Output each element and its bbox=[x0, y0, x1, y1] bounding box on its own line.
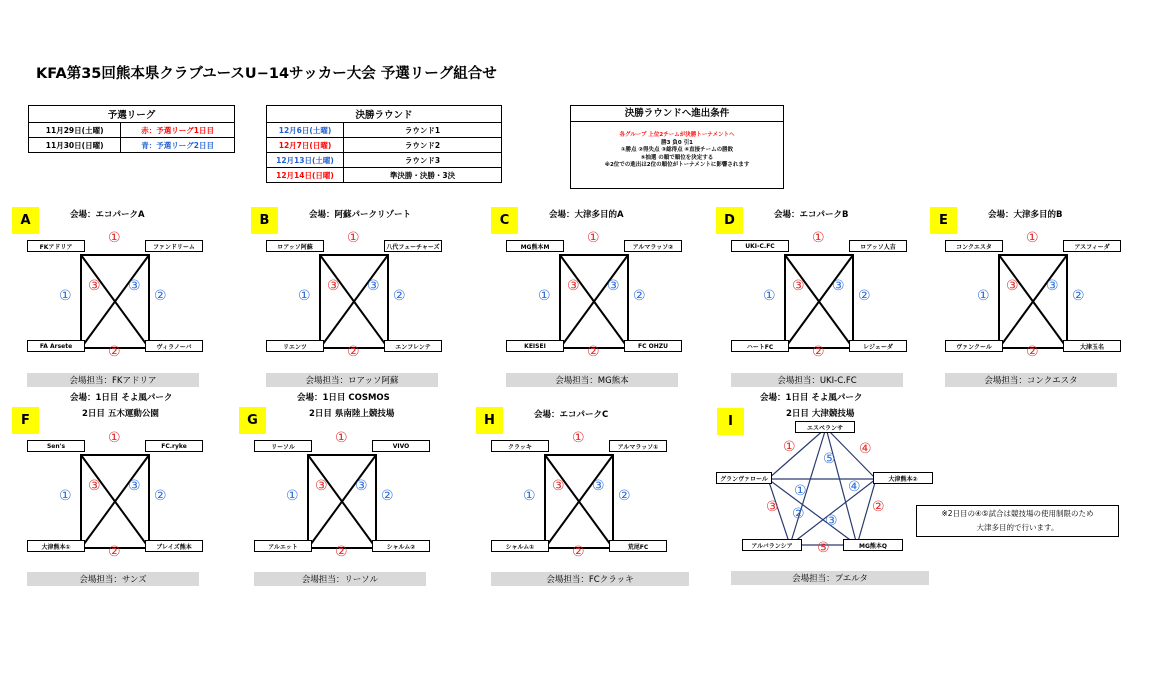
group-e-team-top-right: アスフィーダ bbox=[1063, 240, 1121, 252]
group-i-match-2: ② bbox=[872, 499, 885, 515]
kessho-table bbox=[266, 105, 502, 183]
group-i-team-top: エスペランサ bbox=[795, 421, 855, 433]
group-i-match-5: ⑤ bbox=[817, 540, 830, 556]
group-b-team-bottom-right: エンフレンテ bbox=[384, 340, 442, 352]
group-b-match-2-right: ② bbox=[393, 288, 406, 304]
kessho-label-4: 準決勝・決勝・3決 bbox=[344, 168, 502, 183]
group-d-letter: D bbox=[716, 207, 743, 234]
group-h-match-1-top: ① bbox=[572, 430, 585, 446]
group-i-team-left: グランヴァロール bbox=[716, 472, 772, 484]
group-i-day2-1: ① bbox=[794, 483, 807, 499]
conditions-line-1: 各グループ 上位2チームが決勝トーナメントへ bbox=[619, 132, 735, 138]
group-f-match-1-left: ① bbox=[59, 488, 72, 504]
group-a-match-2-bottom: ② bbox=[108, 344, 121, 360]
kessho-date-3: 12月13日(土曜) bbox=[267, 153, 344, 168]
group-c-match-3-right: ③ bbox=[607, 278, 620, 294]
kessho-date-2: 12月7日(日曜) bbox=[267, 138, 344, 153]
group-d-match-box bbox=[784, 254, 854, 349]
group-f-match-3-right: ③ bbox=[128, 478, 141, 494]
kessho-label-2: ラウンド2 bbox=[344, 138, 502, 153]
group-c-team-top-right: アルマラッソ② bbox=[624, 240, 682, 252]
group-e-venue: 会場：大津多目的B bbox=[988, 210, 1063, 220]
group-f-team-bottom-left: 大津熊本① bbox=[27, 540, 85, 552]
group-i-day2-4: ④ bbox=[848, 479, 861, 495]
group-a-match-3-left: ③ bbox=[88, 278, 101, 294]
group-d-match-2-bottom: ② bbox=[812, 344, 825, 360]
page-title: KFA第35回熊本県クラブユースU−14サッカー大会 予選リーグ組合せ bbox=[36, 66, 497, 82]
yosen-table bbox=[28, 105, 235, 153]
conditions-header: 決勝ラウンドへ進出条件 bbox=[571, 106, 783, 122]
group-b-team-bottom-left: リエンツ bbox=[266, 340, 324, 352]
group-e-team-bottom-right: 大津玉名 bbox=[1063, 340, 1121, 352]
conditions-line-4: ⑤抽選 の順で順位を決定する bbox=[640, 154, 714, 161]
group-b-match-1-left: ① bbox=[298, 288, 311, 304]
group-b-match-3-left: ③ bbox=[327, 278, 340, 294]
group-b-match-box bbox=[319, 254, 389, 349]
group-c-host: 会場担当：MG熊本 bbox=[506, 373, 678, 387]
group-d-match-2-right: ② bbox=[858, 288, 871, 304]
group-g-team-bottom-right: シャルム② bbox=[372, 540, 430, 552]
group-h-match-2-bottom: ② bbox=[572, 544, 585, 560]
group-h-team-bottom-left: シャルム① bbox=[491, 540, 549, 552]
group-f-venue-2: 2日目 五木運動公園 bbox=[82, 409, 159, 419]
group-i-team-bottom-left: アルバランシア bbox=[742, 539, 802, 551]
group-i-team-right: 大津熊本② bbox=[873, 472, 933, 484]
group-g-match-2-bottom: ② bbox=[335, 544, 348, 560]
group-d-team-top-left: UKI-C.FC bbox=[731, 240, 789, 252]
note-line-2: 大津多目的で行います。 bbox=[976, 523, 1059, 532]
group-f-venue: 会場：1日目 そよ風パーク bbox=[70, 393, 173, 403]
group-a-match-box bbox=[80, 254, 150, 349]
group-g-match-1-left: ① bbox=[286, 488, 299, 504]
group-e-letter: E bbox=[930, 207, 957, 234]
group-e-match-3-right: ③ bbox=[1046, 278, 1059, 294]
group-f-team-bottom-right: ブレイズ熊本 bbox=[145, 540, 203, 552]
conditions-line-3: ①勝点 ②得失点 ③総得点 ④直接チームの勝敗 bbox=[620, 147, 734, 153]
group-letter-i: I bbox=[717, 408, 744, 435]
yosen-date-2: 11月30日(日曜) bbox=[29, 138, 121, 153]
group-f-match-3-left: ③ bbox=[88, 478, 101, 494]
group-h-host: 会場担当：FCクラッキ bbox=[491, 572, 689, 586]
group-g-host: 会場担当：リーソル bbox=[254, 572, 426, 586]
group-a-match-2-right: ② bbox=[154, 288, 167, 304]
group-i-match-1-left: ① bbox=[783, 439, 796, 455]
group-e-match-1-top: ① bbox=[1026, 230, 1039, 246]
yosen-header: 予選リーグ bbox=[29, 106, 235, 123]
group-a-venue: 会場：エコパークA bbox=[70, 210, 145, 220]
group-h-venue: 会場：エコパークC bbox=[534, 410, 609, 420]
group-c-match-2-bottom: ② bbox=[587, 344, 600, 360]
group-d-match-3-right: ③ bbox=[832, 278, 845, 294]
group-c-team-bottom-right: FC OHZU bbox=[624, 340, 682, 352]
note-line-1: ※2日目の④⑤試合は競技場の使用制限のため bbox=[941, 509, 1094, 518]
group-i-day2-2: ② bbox=[792, 506, 805, 522]
group-a-team-top-left: FKアドリア bbox=[27, 240, 85, 252]
group-i-day2-5: ⑤ bbox=[823, 451, 836, 467]
group-d-team-bottom-right: レジェーダ bbox=[849, 340, 907, 352]
group-g-letter: G bbox=[239, 407, 266, 434]
group-h-letter: H bbox=[476, 407, 503, 434]
kessho-label-3: ラウンド3 bbox=[344, 153, 502, 168]
group-g-venue: 会場：1日目 COSMOS bbox=[297, 393, 390, 403]
group-b-letter: B bbox=[251, 207, 278, 234]
group-g-match-3-right: ③ bbox=[355, 478, 368, 494]
group-b-team-top-left: ロアッソ阿蘇 bbox=[266, 240, 324, 252]
group-a-match-1-top: ① bbox=[108, 230, 121, 246]
group-c-match-box bbox=[559, 254, 629, 349]
conditions-line-2: 勝3 負0 引1 bbox=[661, 139, 693, 146]
group-h-match-3-left: ③ bbox=[552, 478, 565, 494]
group-a-host: 会場担当：FKアドリア bbox=[27, 373, 199, 387]
kessho-header: 決勝ラウンド bbox=[267, 106, 502, 123]
group-e-team-bottom-left: ヴァンクール bbox=[945, 340, 1003, 352]
group-e-match-1-left: ① bbox=[977, 288, 990, 304]
group-c-match-1-top: ① bbox=[587, 230, 600, 246]
group-i-venue: 会場：1日目 そよ風パーク bbox=[760, 393, 863, 403]
group-b-match-3-right: ③ bbox=[367, 278, 380, 294]
group-h-team-top-right: アルマラッソ① bbox=[609, 440, 667, 452]
group-h-match-box bbox=[544, 454, 614, 549]
group-a-team-bottom-left: FA Arsete bbox=[27, 340, 85, 352]
group-d-match-1-left: ① bbox=[763, 288, 776, 304]
group-i-venue-2: 2日目 大津競技場 bbox=[786, 409, 855, 419]
group-g-match-3-left: ③ bbox=[315, 478, 328, 494]
group-f-team-top-right: FC.ryke bbox=[145, 440, 203, 452]
group-b-team-top-right: 八代フューチャーズ bbox=[384, 240, 442, 252]
group-g-match-box bbox=[307, 454, 377, 549]
group-i-day2-3: ③ bbox=[825, 513, 838, 529]
group-f-host: 会場担当：サンズ bbox=[27, 572, 199, 586]
group-g-venue-2: 2日目 県南陸上競技場 bbox=[309, 409, 395, 419]
group-e-match-2-right: ② bbox=[1072, 288, 1085, 304]
group-b-host: 会場担当：ロアッソ阿蘇 bbox=[266, 373, 438, 387]
group-g-match-2-right: ② bbox=[381, 488, 394, 504]
group-g-team-top-left: リーソル bbox=[254, 440, 312, 452]
group-g-team-top-right: VIVO bbox=[372, 440, 430, 452]
group-b-match-1-top: ① bbox=[347, 230, 360, 246]
kessho-label-1: ラウンド1 bbox=[344, 123, 502, 138]
conditions-line-5: ※2位での進出は2位の順位がトーナメントに影響されます bbox=[604, 162, 750, 168]
group-e-match-2-bottom: ② bbox=[1026, 344, 1039, 360]
group-f-team-top-left: Sen's bbox=[27, 440, 85, 452]
group-f-letter: F bbox=[12, 407, 39, 434]
kessho-date-4: 12月14日(日曜) bbox=[267, 168, 344, 183]
group-e-team-top-left: コンクエスタ bbox=[945, 240, 1003, 252]
group-d-match-3-left: ③ bbox=[792, 278, 805, 294]
group-d-team-bottom-left: ハートFC bbox=[731, 340, 789, 352]
group-i-note bbox=[916, 505, 1119, 537]
group-a-team-bottom-right: ヴィラノーバ bbox=[145, 340, 203, 352]
group-e-match-box bbox=[998, 254, 1068, 349]
group-c-team-bottom-left: KEISEI bbox=[506, 340, 564, 352]
group-f-match-1-top: ① bbox=[108, 430, 121, 446]
group-h-team-bottom-right: 荒尾FC bbox=[609, 540, 667, 552]
group-c-venue: 会場：大津多目的A bbox=[549, 210, 624, 220]
group-a-team-top-right: ファンドリーム bbox=[145, 240, 203, 252]
yosen-label-1: 赤：予選リーグ1日目 bbox=[121, 123, 235, 138]
group-h-match-2-right: ② bbox=[618, 488, 631, 504]
group-e-match-3-left: ③ bbox=[1006, 278, 1019, 294]
group-f-match-2-bottom: ② bbox=[108, 544, 121, 560]
group-a-letter: A bbox=[12, 207, 39, 234]
group-d-host: 会場担当：UKI-C.FC bbox=[731, 373, 903, 387]
kessho-date-1: 12月6日(土曜) bbox=[267, 123, 344, 138]
group-c-match-2-right: ② bbox=[633, 288, 646, 304]
group-c-match-1-left: ① bbox=[538, 288, 551, 304]
group-e-host: 会場担当：コンクエスタ bbox=[945, 373, 1117, 387]
group-c-match-3-left: ③ bbox=[567, 278, 580, 294]
group-f-match-2-right: ② bbox=[154, 488, 167, 504]
group-h-match-3-right: ③ bbox=[592, 478, 605, 494]
group-a-match-1-left: ① bbox=[59, 288, 72, 304]
yosen-date-1: 11月29日(土曜) bbox=[29, 123, 121, 138]
group-d-match-1-top: ① bbox=[812, 230, 825, 246]
group-d-team-top-right: ロアッソ人吉 bbox=[849, 240, 907, 252]
group-b-venue: 会場：阿蘇パークリゾート bbox=[309, 210, 412, 220]
group-i-host: 会場担当：プエルタ bbox=[731, 571, 929, 585]
group-i-match-4: ④ bbox=[859, 441, 872, 457]
group-i-match-3: ③ bbox=[766, 499, 779, 515]
group-d-venue: 会場：エコパークB bbox=[774, 210, 849, 220]
conditions-box bbox=[570, 105, 784, 189]
group-f-match-box bbox=[80, 454, 150, 549]
group-b-match-2-bottom: ② bbox=[347, 344, 360, 360]
group-g-match-1-top: ① bbox=[335, 430, 348, 446]
group-a-match-3-right: ③ bbox=[128, 278, 141, 294]
group-h-team-top-left: クラッキ bbox=[491, 440, 549, 452]
group-h-match-1-left: ① bbox=[523, 488, 536, 504]
group-c-team-top-left: MG熊本M bbox=[506, 240, 564, 252]
group-g-team-bottom-left: アルエット bbox=[254, 540, 312, 552]
group-i-team-bottom-right: MG熊本Q bbox=[843, 539, 903, 551]
yosen-label-2: 青：予選リーグ2日目 bbox=[121, 138, 235, 153]
group-c-letter: C bbox=[491, 207, 518, 234]
